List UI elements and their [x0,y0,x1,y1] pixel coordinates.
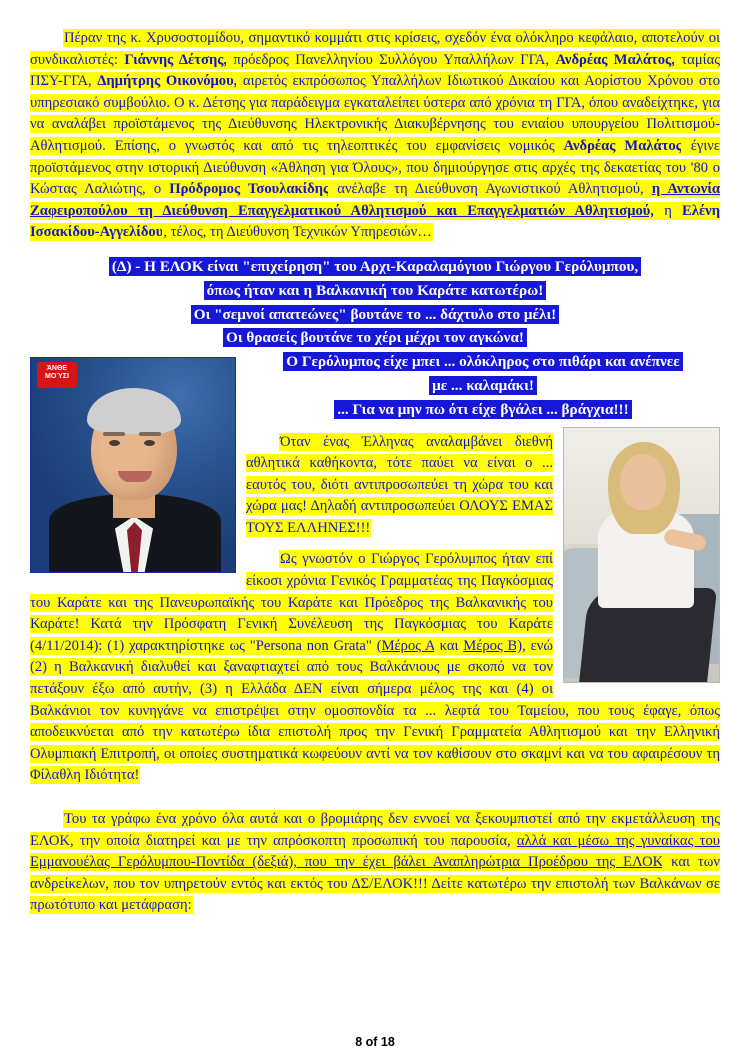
text-run: και [434,637,464,654]
text-run: Πέραν της κ. Χρυσοστομίδου, σημαντικό κομμάτι στις κρίσεις, σχεδόν ένα ολόκληρο κεφάλαιο, αποτελούν οι συνδικαλιστές: [30,30,720,68]
name-giannis-detsis: Γιάννης Δέτσης, [124,51,228,68]
text-run: ), ενώ (2) η Βαλκανική διαλυθεί και ξαναφτιαχτεί από τους Βαλκάνιους με σκοπό να τον πετάξουν έξω από αυτήν, (3) η Ελλάδα ΔΕΝ είναι σήμερα μέλος της και (4) οι Βαλκάνιοι τον κυνηγάνε να επιστρέψει στην ομοσπονδία τα ... λεφτά του Ταμείου, που τους έφαγε, όπως αποδεικνύεται από την κατωτέρω ίδια επιστολή προς την Γενική Γραμματεία Αθλητισμού και την Ελληνική Ολυμπιακή Επιτροπή, οι οποίες συστηματικά κωφεύουν αντί να τον καθίσουν στο σκαμνί και να του αφαιρέσουν τη Φίλαθλη Ιδιότητα! [30,637,720,784]
text-run: έγινε προϊστάμενος στην ιστορική Διεύθυνση «Άθληση για Όλους», που δημιούργησε στις αρχές της δεκαετίας του '80 ο Κώστας Λαλιώτης, ο [30,137,720,198]
banner-line [30,327,720,350]
text-run: η [654,202,683,219]
banner-line-text: όπως ήταν και η Βαλκανική του Καράτε κατωτέρω! [206,281,544,299]
banner-line-text: ... Για να μην πω ότι είχε βγάλει ... βράγχια!!! [337,400,629,418]
text-run: , τέλος, τη Διεύθυνση Τεχνικών Υπηρεσιών… [163,224,432,241]
name-dimitris-oikonomou: Δημήτρης Οικονόμου, [97,73,238,90]
banner-line [30,256,720,279]
photo-logo-badge [37,362,77,388]
banner-line-text: (Δ) - Η ΕΛΟΚ είναι "επιχείρηση" του Αρχι-Καραλαμόγιου Γιώργου Γερόλυμπου, [111,257,639,275]
banner-line-text: Οι "σεμνοί απατεώνες" βουτάνε το ... δάχτυλο στο μέλι! [193,305,557,323]
name-andreas-malatos-2: Ανδρέας Μαλάτος [563,137,682,154]
badge-line-2: ΜΟΎΣΙ [45,373,69,381]
page-footer: 8 of 18 [355,1035,395,1049]
badge-line-1: ΆΝΘΕ [46,365,68,373]
photo-man-portrait [30,357,236,573]
face-shape [620,454,666,510]
banner-line-text: Ο Γερόλυμπος είχε μπει ... ολόκληρος στο πιθάρι και ανέπνεε [286,353,680,371]
eyebrow-right [139,432,161,436]
text-run: ταμίας ΠΣΥ-ΓΓΑ, [30,51,720,90]
text-run: ανέλαβε τη Διεύθυνση Αγωνιστικού Αθλητισμού, [329,181,652,198]
link-meros-a[interactable]: Μέρος Α [381,637,435,654]
paragraph-epistoli-intro [30,809,720,917]
text-run: αιρετός εκπρόσωπος Υπαλλήλων Ιδιωτικού Δικαίου και Αορίστου Χρόνου στο υπηρεσιακό συμβούλιο. Ο κ. Δέτσης για παράδειγμα εγκαταλείπει ύστερα από χρόνια τη ΓΓΑ, όπου αναδείχτηκε, για να αναλάβει προϊστάμενος της Διεύθυνσης Ηλεκτρονικής Διακυβέρνησης του ενιαίου υπουργείου Πολιτισμού-Αθλητισμού. Επίσης, ο γνωστός και από τις τηλεοπτικές του εμφανίσεις νομικός [30,73,721,154]
text-run: Του τα γράφω ένα χρόνο όλα αυτά και ο βρομιάρης δεν εννοεί να ξεκουμπιστεί από την εκμετάλλευση της ΕΛΟΚ, την οποία διατηρεί και με την απρόσκοπτη προσωπική του παρουσία, [30,811,720,849]
text-run: Όταν ένας Έλληνας αναλαμβάνει διεθνή αθλητικά καθήκοντα, τότε παύει να είναι ο ... εαυτός του, διότι αντιπροσωπεύει τη χώρα του και χώρα μας! Δηλαδή αντιπροσωπεύει ΟΛΟΥΣ ΕΜΑΣ ΤΟΥΣ ΕΛΛΗΝΕΣ!!! [246,433,553,536]
banner-line-text: με ... καλαμάκι! [432,376,534,394]
text-run: και των ανδρείκελων, που τον υπηρετούν εντός και εκτός του ΔΣ/ΕΛΟΚ!!! Δείτε κατωτέρω την επιστολή των Βαλκάνων σε πρωτότυπο και μετάφραση: [30,854,720,914]
text-run-underlined: αλλά και μέσω της γυναίκας του Εμμανουέλας Γερόλυμπου-Ποντίδα (δεξιά), που την έχει βάλει Αναπληρώτρια Προέδρου της ΕΛΟΚ [30,832,720,871]
banner-line-text: Οι θρασείς βουτάνε το χέρι μέχρι τον αγκώνα! [226,329,524,347]
eyebrow-left [103,432,125,436]
paragraph-syndikalistes [30,28,720,244]
link-meros-b[interactable]: Μέρος Β [463,637,518,654]
name-eleni-issakidou: Ελένη Ισσακίδου-Αγγελίδου [30,202,720,241]
banner-line [30,304,720,327]
name-antonia-zafeiropoulou: η Αντωνία Ζαφειροπούλου τη Διεύθυνση Επαγγελματικού Αθλητισμού και Επαγγελματιών Αθλητισμού, [30,181,720,219]
text-run: πρόεδρος Πανελληνίου Συλλόγου Υπαλλήλων ΓΓΑ, [227,51,556,68]
name-andreas-malatos: Ανδρέας Μαλάτος, [555,51,675,68]
blue-banner-block [30,256,720,350]
banner-line [30,280,720,303]
photo-woman-portrait [563,427,720,683]
name-prodromos-tsoulakidis: Πρόδρομος Τσουλακίδης [169,181,330,198]
text-run: Ως γνωστόν ο Γιώργος Γερόλυμπος ήταν επί είκοσι χρόνια Γενικός Γραμματέας της Παγκόσμιας του Καράτε και της Πανευρωπαϊκής του Καράτε και Πρόεδρος της Βαλκανικής του Καράτε! Κατά την Πρόσφατη Γενική Συνέλευση της Παγκόσμιας του Καράτε (4/11/2014): (1) χαρακτηρίστηκε ως "Persona non Grata" ( [30,551,553,654]
